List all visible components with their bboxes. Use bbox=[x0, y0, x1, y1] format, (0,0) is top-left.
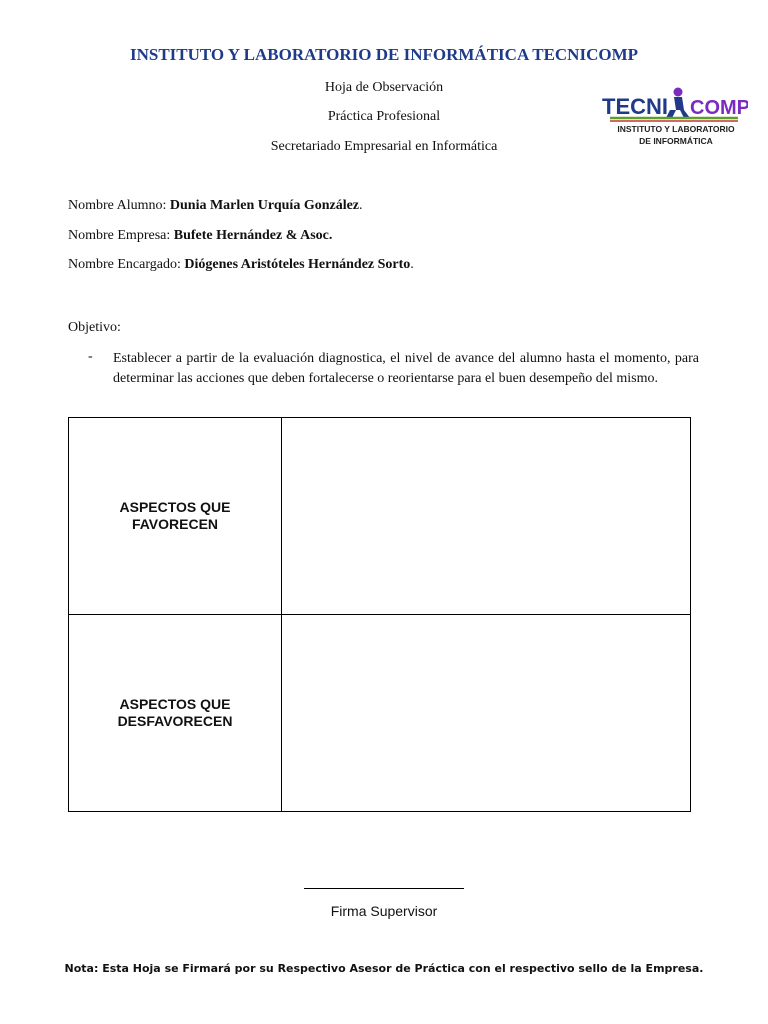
footer-note: Nota: Esta Hoja se Firmará por su Respectivo Asesor de Práctica con el respectivo sello de la Empresa. bbox=[64, 962, 704, 975]
student-label: Nombre Alumno: bbox=[68, 198, 167, 213]
manager-value: Diógenes Aristóteles Hernández Sorto bbox=[184, 257, 411, 272]
logo-brand-left: TECNI bbox=[602, 94, 668, 119]
objective-text: Establecer a partir de la evaluación diagnostica, el nivel de avance del alumno hasta el momento, para determinar las acciones que deben fortalecerse o reorientarse para el buen desempeño del mismo. bbox=[113, 351, 699, 386]
signature-label: Firma Supervisor bbox=[330, 903, 438, 919]
company-value: Bufete Hernández & Asoc. bbox=[173, 228, 333, 243]
student-value: Dunia Marlen Urquía González bbox=[169, 198, 360, 213]
logo-brand-right: COMP bbox=[690, 97, 748, 119]
logo-figure-body-icon bbox=[674, 97, 684, 110]
subtitle-program: Secretariado Empresarial en Informática bbox=[270, 139, 498, 154]
company-field bbox=[68, 228, 332, 244]
favor-input-area[interactable] bbox=[282, 418, 691, 615]
logo-figure-head-icon bbox=[674, 88, 683, 97]
signature-line bbox=[304, 888, 464, 889]
disfavor-input-area[interactable] bbox=[282, 615, 691, 812]
table-row bbox=[69, 418, 691, 615]
student-field: Nombre Alumno: Dunia Marlen Urquía González. bbox=[68, 198, 363, 213]
aspects-table bbox=[68, 417, 691, 812]
manager-label: Nombre Encargado: bbox=[68, 257, 181, 272]
tecnicomp-logo bbox=[600, 84, 748, 150]
objective-bullet: - bbox=[88, 349, 93, 364]
objective-label: Objetivo: bbox=[68, 320, 121, 335]
logo-text-line1: INSTITUTO Y LABORATORIO bbox=[617, 124, 735, 134]
manager-field: Nombre Encargado: Diógenes Aristóteles Hernández Sorto. bbox=[68, 257, 414, 272]
company-label: Nombre Empresa: bbox=[68, 228, 171, 243]
document-title: INSTITUTO Y LABORATORIO DE INFORMÁTICA TECNICOMP bbox=[129, 45, 639, 64]
subtitle-practice: Práctica Profesional bbox=[327, 109, 441, 124]
tecnicomp-logo-graphic bbox=[600, 84, 748, 150]
table-row bbox=[69, 615, 691, 812]
disfavor-label: ASPECTOS QUE DESFAVORECEN bbox=[69, 615, 282, 812]
subtitle-sheet: Hoja de Observación bbox=[324, 80, 444, 95]
favor-label: ASPECTOS QUE FAVORECEN bbox=[69, 418, 282, 615]
logo-text-line2: DE INFORMÁTICA bbox=[639, 136, 713, 146]
